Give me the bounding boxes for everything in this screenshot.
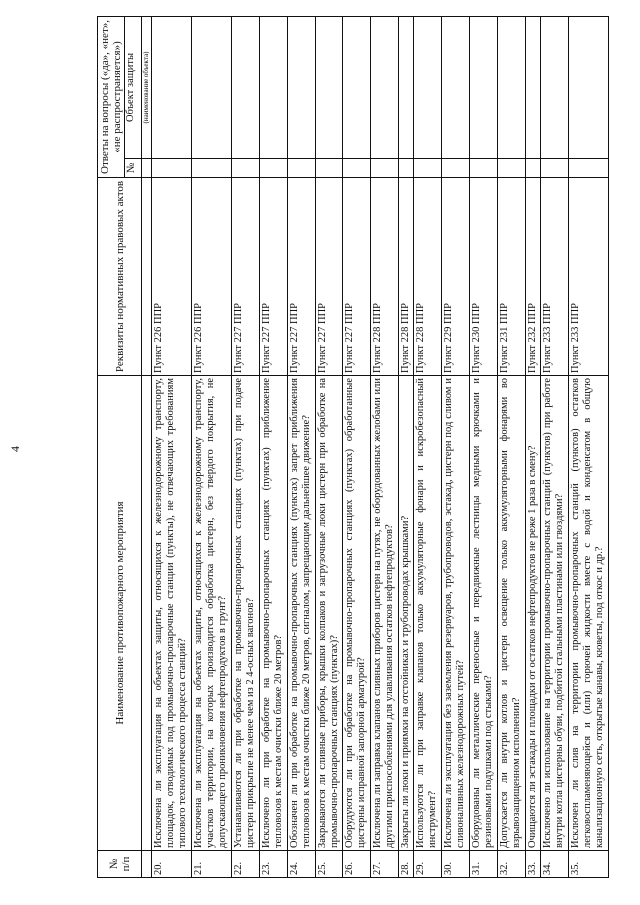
answer-object-cell[interactable]: [498, 17, 525, 158]
table-row: [371, 17, 399, 878]
header-num: № п/п: [98, 851, 142, 878]
answer-object-cell[interactable]: [260, 17, 287, 158]
row-requisites: Пункт 226 ППР: [192, 178, 232, 376]
header-answers-title: Ответы на вопросы («да», «нет», «не распространяется»): [98, 17, 125, 177]
row-number: 22.: [232, 851, 260, 878]
table-row: [398, 17, 413, 878]
row-number: 35.: [568, 851, 608, 878]
answer-no-cell: [152, 158, 191, 177]
answer-no-cell: [526, 158, 540, 177]
row-answer[interactable]: [152, 17, 192, 178]
row-number: 31.: [469, 851, 497, 878]
answer-object-cell[interactable]: [371, 17, 398, 158]
answer-no-cell: [470, 158, 497, 177]
header-object: [125, 17, 141, 158]
row-answer[interactable]: [343, 17, 371, 178]
answer-object-cell[interactable]: [343, 17, 370, 158]
answer-no-cell: [414, 158, 441, 177]
row-text: Оборудуются ли при обработке на промывочно-пропарочных станциях (пунктах) обработанные цистерны исправной запорной арматурой?: [343, 376, 371, 851]
answer-no-cell: [498, 158, 525, 177]
row-answer[interactable]: [398, 17, 413, 178]
row-answer[interactable]: [469, 17, 497, 178]
answer-no-cell: [371, 158, 398, 177]
row-requisites: Пункт 229 ППР: [442, 178, 470, 376]
row-number: 23.: [260, 851, 288, 878]
table-row: [343, 17, 371, 878]
row-text: Исключено ли при обработке на промывочно-пропарочных станциях (пунктах) приближение тепловозов к местам очистки ближе 20 метров?: [260, 376, 288, 851]
row-answer[interactable]: [540, 17, 568, 178]
row-answer[interactable]: [525, 17, 540, 178]
object-note-row: [142, 17, 152, 878]
row-number: 26.: [343, 851, 371, 878]
answer-object-cell[interactable]: [541, 17, 568, 158]
table-row: [442, 17, 470, 878]
rotated-table-sheet: [97, 20, 609, 878]
header-answers-no: №: [125, 158, 141, 177]
row-requisites: Пункт 227 ППР: [232, 178, 260, 376]
row-answer[interactable]: [192, 17, 232, 178]
row-number: 30.: [442, 851, 470, 878]
answer-no-cell: [541, 158, 568, 177]
table-row: [525, 17, 540, 878]
row-text: Допускается ли внутри котлов и цистерн освещение только аккумуляторными фонарями во взрывозащищенном исполнении?: [497, 376, 525, 851]
row-text: Обозначен ли при обработке на промывочно-пропарочных станциях (пунктах) запрет приближения тепловозов к местам очистки ближе 20 метров, сигналом, запрещающим дальнейшее движение?: [287, 376, 315, 851]
answer-object-cell[interactable]: [316, 17, 343, 158]
checklist-table: [97, 16, 609, 878]
row-answer[interactable]: [568, 17, 608, 178]
row-answer[interactable]: [260, 17, 288, 178]
table-row: [469, 17, 497, 878]
row-number: 21.: [192, 851, 232, 878]
answer-object-cell[interactable]: [399, 17, 413, 158]
answer-object-cell[interactable]: [470, 17, 497, 158]
answer-object-cell[interactable]: [569, 17, 608, 158]
row-text: Исключена ли эксплуатация без заземления резервуаров, трубопроводов, эстакад, цистерн под сливом и сливоналивных железнодорожных путей?: [442, 376, 470, 851]
header-answers-sub: [125, 17, 141, 177]
answer-no-cell: [232, 158, 259, 177]
row-answer[interactable]: [287, 17, 315, 178]
row-requisites: Пункт 230 ППР: [469, 178, 497, 376]
row-requisites: Пункт 228 ППР: [414, 178, 442, 376]
empty-cell: [142, 851, 152, 878]
row-number: 20.: [152, 851, 192, 878]
table-row: [568, 17, 608, 878]
row-number: 34.: [540, 851, 568, 878]
answer-object-cell[interactable]: [442, 17, 469, 158]
row-number: 29.: [414, 851, 442, 878]
table-row: [287, 17, 315, 878]
header-answers: [98, 17, 142, 178]
answer-no-cell: [260, 158, 287, 177]
answer-no-cell: [288, 158, 315, 177]
answer-object-cell[interactable]: [192, 17, 231, 158]
row-requisites: Пункт 227 ППР: [260, 178, 288, 376]
row-number: 25.: [315, 851, 343, 878]
row-text: Очищаются ли эстакады и площадки от остатков нефтепродуктов не реже 1 раза в смену?: [525, 376, 540, 851]
object-note: (наименование объекта): [142, 51, 150, 124]
page-number: 4: [8, 446, 22, 452]
answer-object-cell[interactable]: [414, 17, 441, 158]
row-answer[interactable]: [232, 17, 260, 178]
table-row: [192, 17, 232, 878]
answer-no-cell: [316, 158, 343, 177]
header-requisites: Реквизиты нормативных правовых актов: [98, 178, 142, 376]
table-row: [232, 17, 260, 878]
row-requisites: Пункт 228 ППР: [371, 178, 399, 376]
row-text: Используются ли при заправке клапанов только аккумуляторные фонари и искробезопасный инструмент?: [414, 376, 442, 851]
row-number: 27.: [371, 851, 399, 878]
answer-no-cell: [142, 158, 151, 177]
row-requisites: Пункт 226 ППР: [152, 178, 192, 376]
table-row: [260, 17, 288, 878]
header-name: Наименование противопожарного мероприятия: [98, 376, 142, 851]
row-text: Устанавливаются ли при обработке на промывочно-пропарочных станциях (пунктах) при подаче цистерн прикрытие не менее чем из 2 4-осных вагонов?: [232, 376, 260, 851]
row-number: 24.: [287, 851, 315, 878]
row-answer[interactable]: [497, 17, 525, 178]
row-requisites: Пункт 232 ППР: [525, 178, 540, 376]
answer-object-cell[interactable]: [526, 17, 540, 158]
row-requisites: Пункт 233 ППР: [568, 178, 608, 376]
row-text: Оборудованы ли металлические переносные и передвижные лестницы медными крючками и резиновыми подушками под стыками?: [469, 376, 497, 851]
answer-no-cell: [442, 158, 469, 177]
row-requisites: Пункт 227 ППР: [287, 178, 315, 376]
table-row: [152, 17, 192, 878]
row-number: 28.: [398, 851, 413, 878]
row-answer[interactable]: [442, 17, 470, 178]
row-text: Исключено ли использование на территории промывочно-пропарочных станций (пунктов) при работе внутри котла цистерны обуви, подбитой стальными пластинами или гвоздями?: [540, 376, 568, 851]
table-row: [414, 17, 442, 878]
header-object-title: Объект защиты: [125, 52, 136, 123]
answer-object-cell[interactable]: [288, 17, 315, 158]
answer-no-cell: [192, 158, 231, 177]
row-requisites: Пункт 227 ППР: [343, 178, 371, 376]
row-requisites: Пункт 231 ППР: [497, 178, 525, 376]
answer-object-cell[interactable]: [152, 17, 191, 158]
empty-cell: [142, 178, 152, 376]
row-requisites: Пункт 227 ППР: [315, 178, 343, 376]
object-note-cell: [142, 17, 152, 178]
answer-no-cell: [399, 158, 413, 177]
row-answer[interactable]: [371, 17, 399, 178]
table-header-row: [98, 17, 142, 878]
table-row: [315, 17, 343, 878]
answer-no-cell: [569, 158, 608, 177]
row-text: Закрыты ли люки и приямки на отстойниках и трубопроводах крышками?: [398, 376, 413, 851]
table-row: [497, 17, 525, 878]
row-answer[interactable]: [315, 17, 343, 178]
row-text: Исключена ли эксплуатация на объектах защиты, относящихся к железнодорожному транспорту, площадок, отводимых под промывочно-пропарочные станции (пункты), не отвечающих требованиям типового технологического процесса станций?: [152, 376, 192, 851]
row-text: Исключена ли заправка клапанов сливных приборов цистерн на путях, не оборудованных желобами или другими приспособлениями для улавливания остатков нефтепродуктов?: [371, 376, 399, 851]
answer-no-cell: [343, 158, 370, 177]
row-requisites: Пункт 233 ППР: [540, 178, 568, 376]
row-text: Исключен ли слив на территории промывочно-пропарочных станций (пунктов) остатков легковоспламеняющейся и (или) горючей жидкости вместе с водой и конденсатом в общую канализационную сеть, открытые канавы, кюветы, под откос и др.?: [568, 376, 608, 851]
row-number: 33.: [525, 851, 540, 878]
row-text: Исключена ли эксплуатация на объектах защиты, относящихся к железнодорожному транспорту, участков территории, на которых производится обработка цистерн, без твердого покрытия, не допускающего проникновения нефтепродуктов в грунт?: [192, 376, 232, 851]
answer-object-cell[interactable]: [232, 17, 259, 158]
row-text: Закрываются ли сливные приборы, крышки колпаков и загрузочные люки цистерн при обработке на промывочно-пропарочных станциях (пунктах)?: [315, 376, 343, 851]
row-answer[interactable]: [414, 17, 442, 178]
row-requisites: Пункт 228 ППР: [398, 178, 413, 376]
table-row: [540, 17, 568, 878]
row-number: 32.: [497, 851, 525, 878]
empty-cell: [142, 376, 152, 851]
